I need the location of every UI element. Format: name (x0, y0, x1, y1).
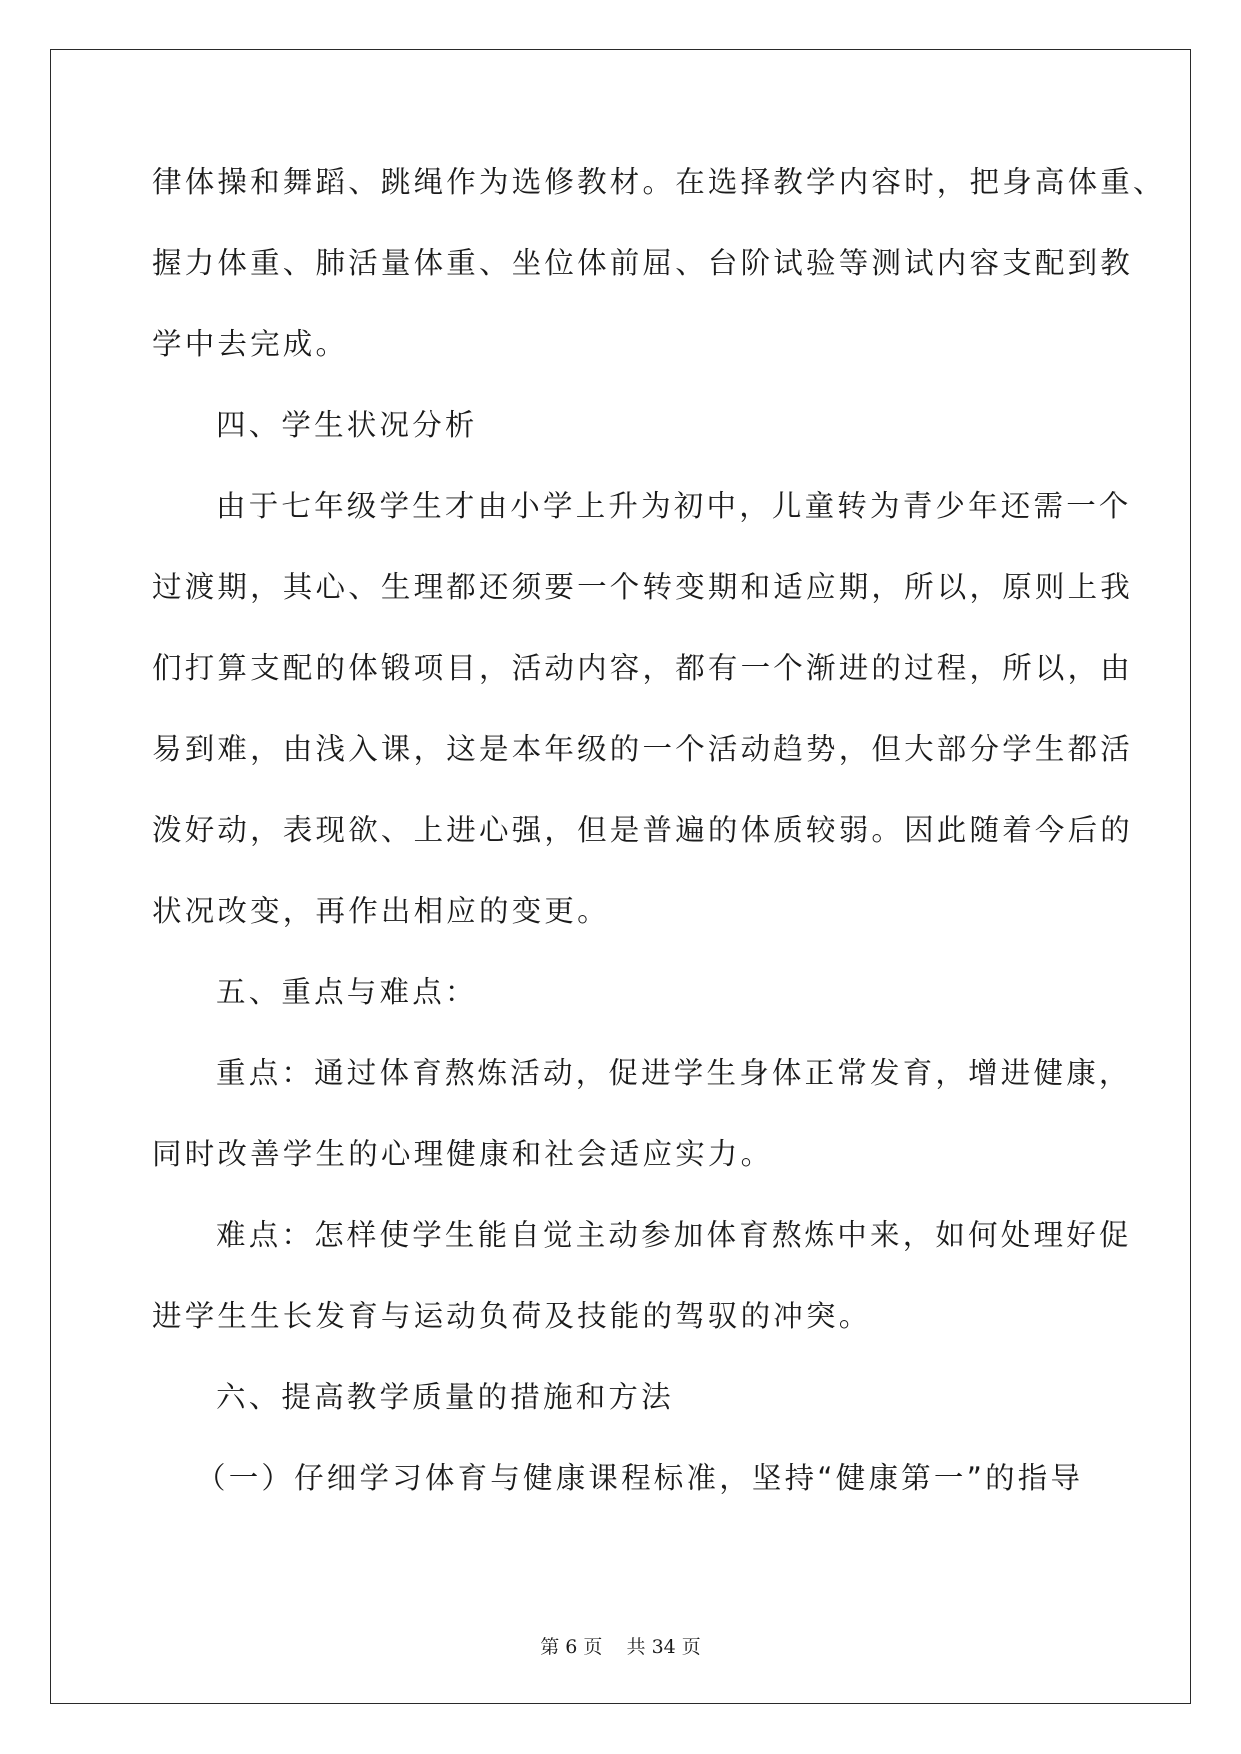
page-border (50, 49, 1191, 1704)
text-line: 律体操和舞蹈、跳绳作为选修教材。在选择教学内容时，把身高体重、 (152, 165, 1166, 199)
page-number-footer: 第 6 页 共 34 页 (540, 1636, 701, 1658)
section-heading-5: 五、重点与难点： (216, 975, 478, 1009)
text-line: （一）仔细学习体育与健康课程标准，坚持“健康第一”的指导 (196, 1461, 1084, 1495)
text-line: 易到难，由浅入课，这是本年级的一个活动趋势，但大部分学生都活 (152, 732, 1134, 766)
text-line: 重点：通过体育熬炼活动，促进学生身体正常发育，增进健康， (216, 1056, 1132, 1090)
text-line: 由于七年级学生才由小学上升为初中，儿童转为青少年还需一个 (216, 489, 1132, 523)
text-line: 泼好动，表现欲、上进心强，但是普遍的体质较弱。因此随着今后的 (152, 813, 1134, 847)
text-line: 难点：怎样使学生能自觉主动参加体育熬炼中来，如何处理好促 (216, 1218, 1132, 1252)
text-line: 同时改善学生的心理健康和社会适应实力。 (152, 1137, 774, 1171)
section-heading-4: 四、学生状况分析 (216, 408, 478, 442)
section-heading-6: 六、提高教学质量的措施和方法 (216, 1380, 674, 1414)
text-line: 学中去完成。 (152, 327, 349, 361)
text-line: 状况改变，再作出相应的变更。 (152, 894, 610, 928)
text-line: 进学生生长发育与运动负荷及技能的驾驭的冲突。 (152, 1299, 872, 1333)
text-line: 们打算支配的体锻项目，活动内容，都有一个渐进的过程，所以，由 (152, 651, 1134, 685)
text-line: 过渡期，其心、生理都还须要一个转变期和适应期，所以，原则上我 (152, 570, 1134, 604)
text-line: 握力体重、肺活量体重、坐位体前屈、台阶试验等测试内容支配到教 (152, 246, 1134, 280)
